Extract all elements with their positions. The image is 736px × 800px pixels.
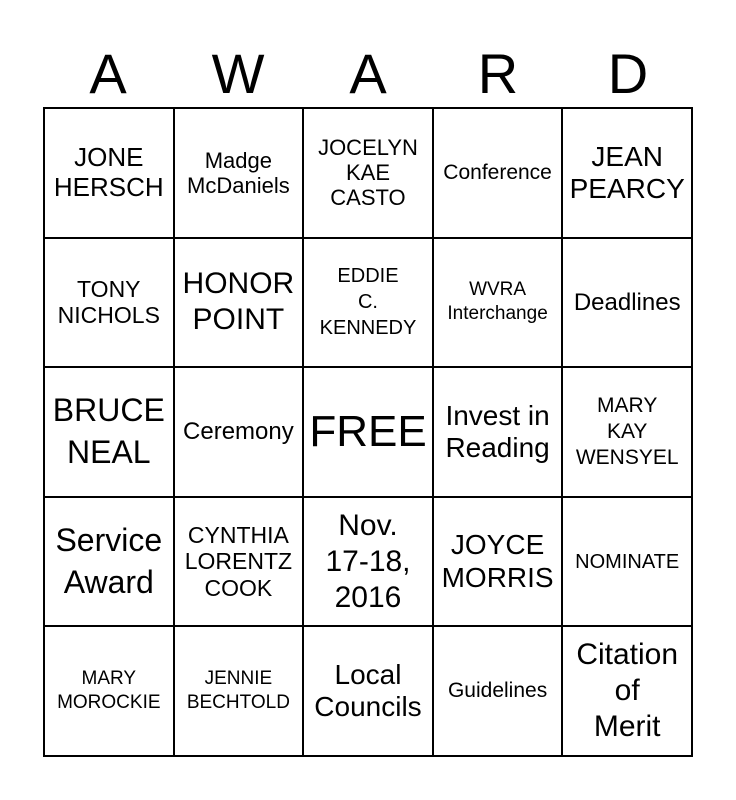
- bingo-cell[interactable]: MARY MOROCKIE: [44, 626, 174, 756]
- bingo-cell[interactable]: TONY NICHOLS: [44, 238, 174, 368]
- header-letter-a2: A: [349, 42, 387, 105]
- bingo-cell-free[interactable]: FREE: [303, 367, 433, 497]
- bingo-cell[interactable]: JOYCE MORRIS: [433, 497, 563, 627]
- bingo-cell[interactable]: MARY KAY WENSYEL: [562, 367, 692, 497]
- header-letter-r: R: [477, 42, 519, 105]
- bingo-cell[interactable]: JONE HERSCH: [44, 108, 174, 238]
- bingo-cell[interactable]: JOCELYN KAE CASTO: [303, 108, 433, 238]
- bingo-cell[interactable]: Ceremony: [174, 367, 304, 497]
- bingo-cell[interactable]: NOMINATE: [562, 497, 692, 627]
- bingo-cell[interactable]: HONOR POINT: [174, 238, 304, 368]
- bingo-cell[interactable]: Guidelines: [433, 626, 563, 756]
- header-letter-w: W: [211, 42, 265, 105]
- bingo-cell[interactable]: WVRA Interchange: [433, 238, 563, 368]
- bingo-cell[interactable]: Invest in Reading: [433, 367, 563, 497]
- bingo-header: [43, 40, 693, 108]
- bingo-cell[interactable]: CYNTHIA LORENTZ COOK: [174, 497, 304, 627]
- bingo-board: [43, 107, 693, 757]
- header-letter-d: D: [607, 42, 649, 105]
- bingo-cell[interactable]: Nov. 17-18, 2016: [303, 497, 433, 627]
- bingo-cell[interactable]: JEAN PEARCY: [562, 108, 692, 238]
- bingo-cell[interactable]: Madge McDaniels: [174, 108, 304, 238]
- bingo-cell[interactable]: Deadlines: [562, 238, 692, 368]
- bingo-cell[interactable]: Local Councils: [303, 626, 433, 756]
- bingo-cell[interactable]: Conference: [433, 108, 563, 238]
- bingo-cell[interactable]: EDDIE C. KENNEDY: [303, 238, 433, 368]
- bingo-cell[interactable]: JENNIE BECHTOLD: [174, 626, 304, 756]
- bingo-cell[interactable]: Citation of Merit: [562, 626, 692, 756]
- header-letter-a: A: [89, 42, 127, 105]
- bingo-cell[interactable]: Service Award: [44, 497, 174, 627]
- bingo-cell[interactable]: BRUCE NEAL: [44, 367, 174, 497]
